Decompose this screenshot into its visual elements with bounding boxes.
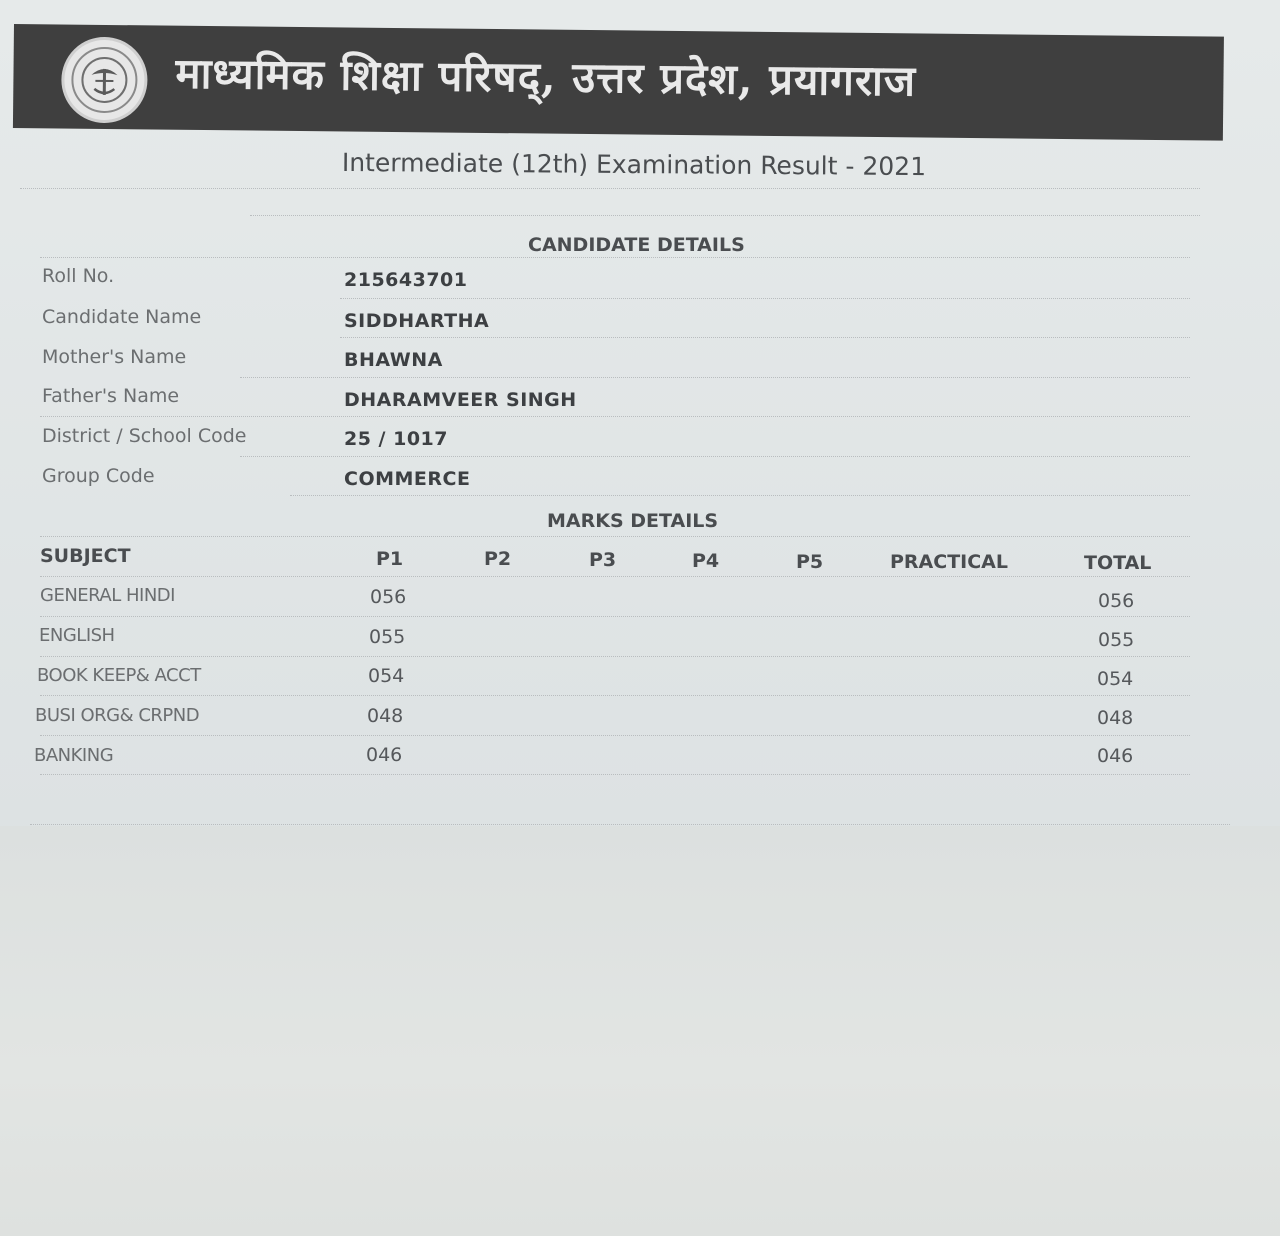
column-practical: PRACTICAL (890, 551, 1008, 573)
divider (40, 616, 1190, 617)
divider (250, 215, 1200, 216)
board-name: माध्यमिक शिक्षा परिषद्, उत्तर प्रदेश, प्रयागराज (175, 48, 917, 106)
candidate-name-label: Candidate Name (42, 306, 202, 328)
column-p3: P3 (589, 549, 617, 571)
total-mark: 046 (1097, 745, 1134, 767)
divider (40, 735, 1190, 736)
group-code-value: COMMERCE (344, 468, 471, 490)
divider (340, 337, 1190, 338)
father-name-label: Father's Name (42, 385, 180, 407)
p1-mark: 054 (368, 665, 405, 687)
marks-details-heading: MARKS DETAILS (547, 510, 719, 532)
divider (290, 495, 1190, 496)
divider (240, 377, 1190, 378)
p1-mark: 056 (370, 586, 407, 608)
district-school-value: 25 / 1017 (344, 428, 448, 450)
candidate-details-heading: CANDIDATE DETAILS (528, 234, 745, 256)
p1-mark: 046 (366, 744, 403, 766)
blank-area (0, 826, 1280, 1236)
column-subject: SUBJECT (40, 545, 131, 567)
p1-mark: 055 (369, 626, 406, 648)
column-total: TOTAL (1084, 552, 1152, 574)
total-mark: 056 (1098, 590, 1135, 612)
column-p4: P4 (692, 550, 720, 572)
subject-name: GENERAL HINDI (40, 585, 175, 606)
header-banner (13, 24, 1224, 141)
subject-name: BOOK KEEP& ACCT (37, 665, 201, 686)
divider (40, 536, 1190, 537)
total-mark: 055 (1098, 629, 1135, 651)
subject-name: BUSI ORG& CRPND (35, 705, 200, 726)
divider (20, 188, 1200, 189)
p1-mark: 048 (367, 705, 404, 727)
divider (40, 695, 1190, 696)
divider (240, 456, 1190, 457)
divider (40, 656, 1190, 657)
exam-title: Intermediate (12th) Examination Result - 2021 (341, 148, 927, 182)
divider (40, 774, 1190, 775)
divider (30, 824, 1230, 825)
subject-name: ENGLISH (39, 625, 115, 646)
column-p5: P5 (796, 551, 824, 573)
mother-name-label: Mother's Name (42, 346, 187, 368)
candidate-name-value: SIDDHARTHA (344, 310, 490, 332)
column-p2: P2 (484, 548, 512, 570)
divider (340, 298, 1190, 299)
column-p1: P1 (376, 548, 404, 570)
divider (40, 257, 1190, 258)
total-mark: 054 (1097, 668, 1134, 690)
divider (40, 576, 1190, 577)
mother-name-value: BHAWNA (344, 349, 443, 371)
roll-no-value: 215643701 (344, 269, 468, 291)
father-name-value: DHARAMVEER SINGH (344, 389, 577, 411)
total-mark: 048 (1097, 707, 1134, 729)
board-emblem-icon (61, 37, 148, 124)
subject-name: BANKING (34, 745, 114, 766)
roll-no-label: Roll No. (42, 265, 115, 287)
district-school-label: District / School Code (42, 425, 247, 447)
divider (40, 416, 1190, 417)
group-code-label: Group Code (42, 465, 155, 487)
